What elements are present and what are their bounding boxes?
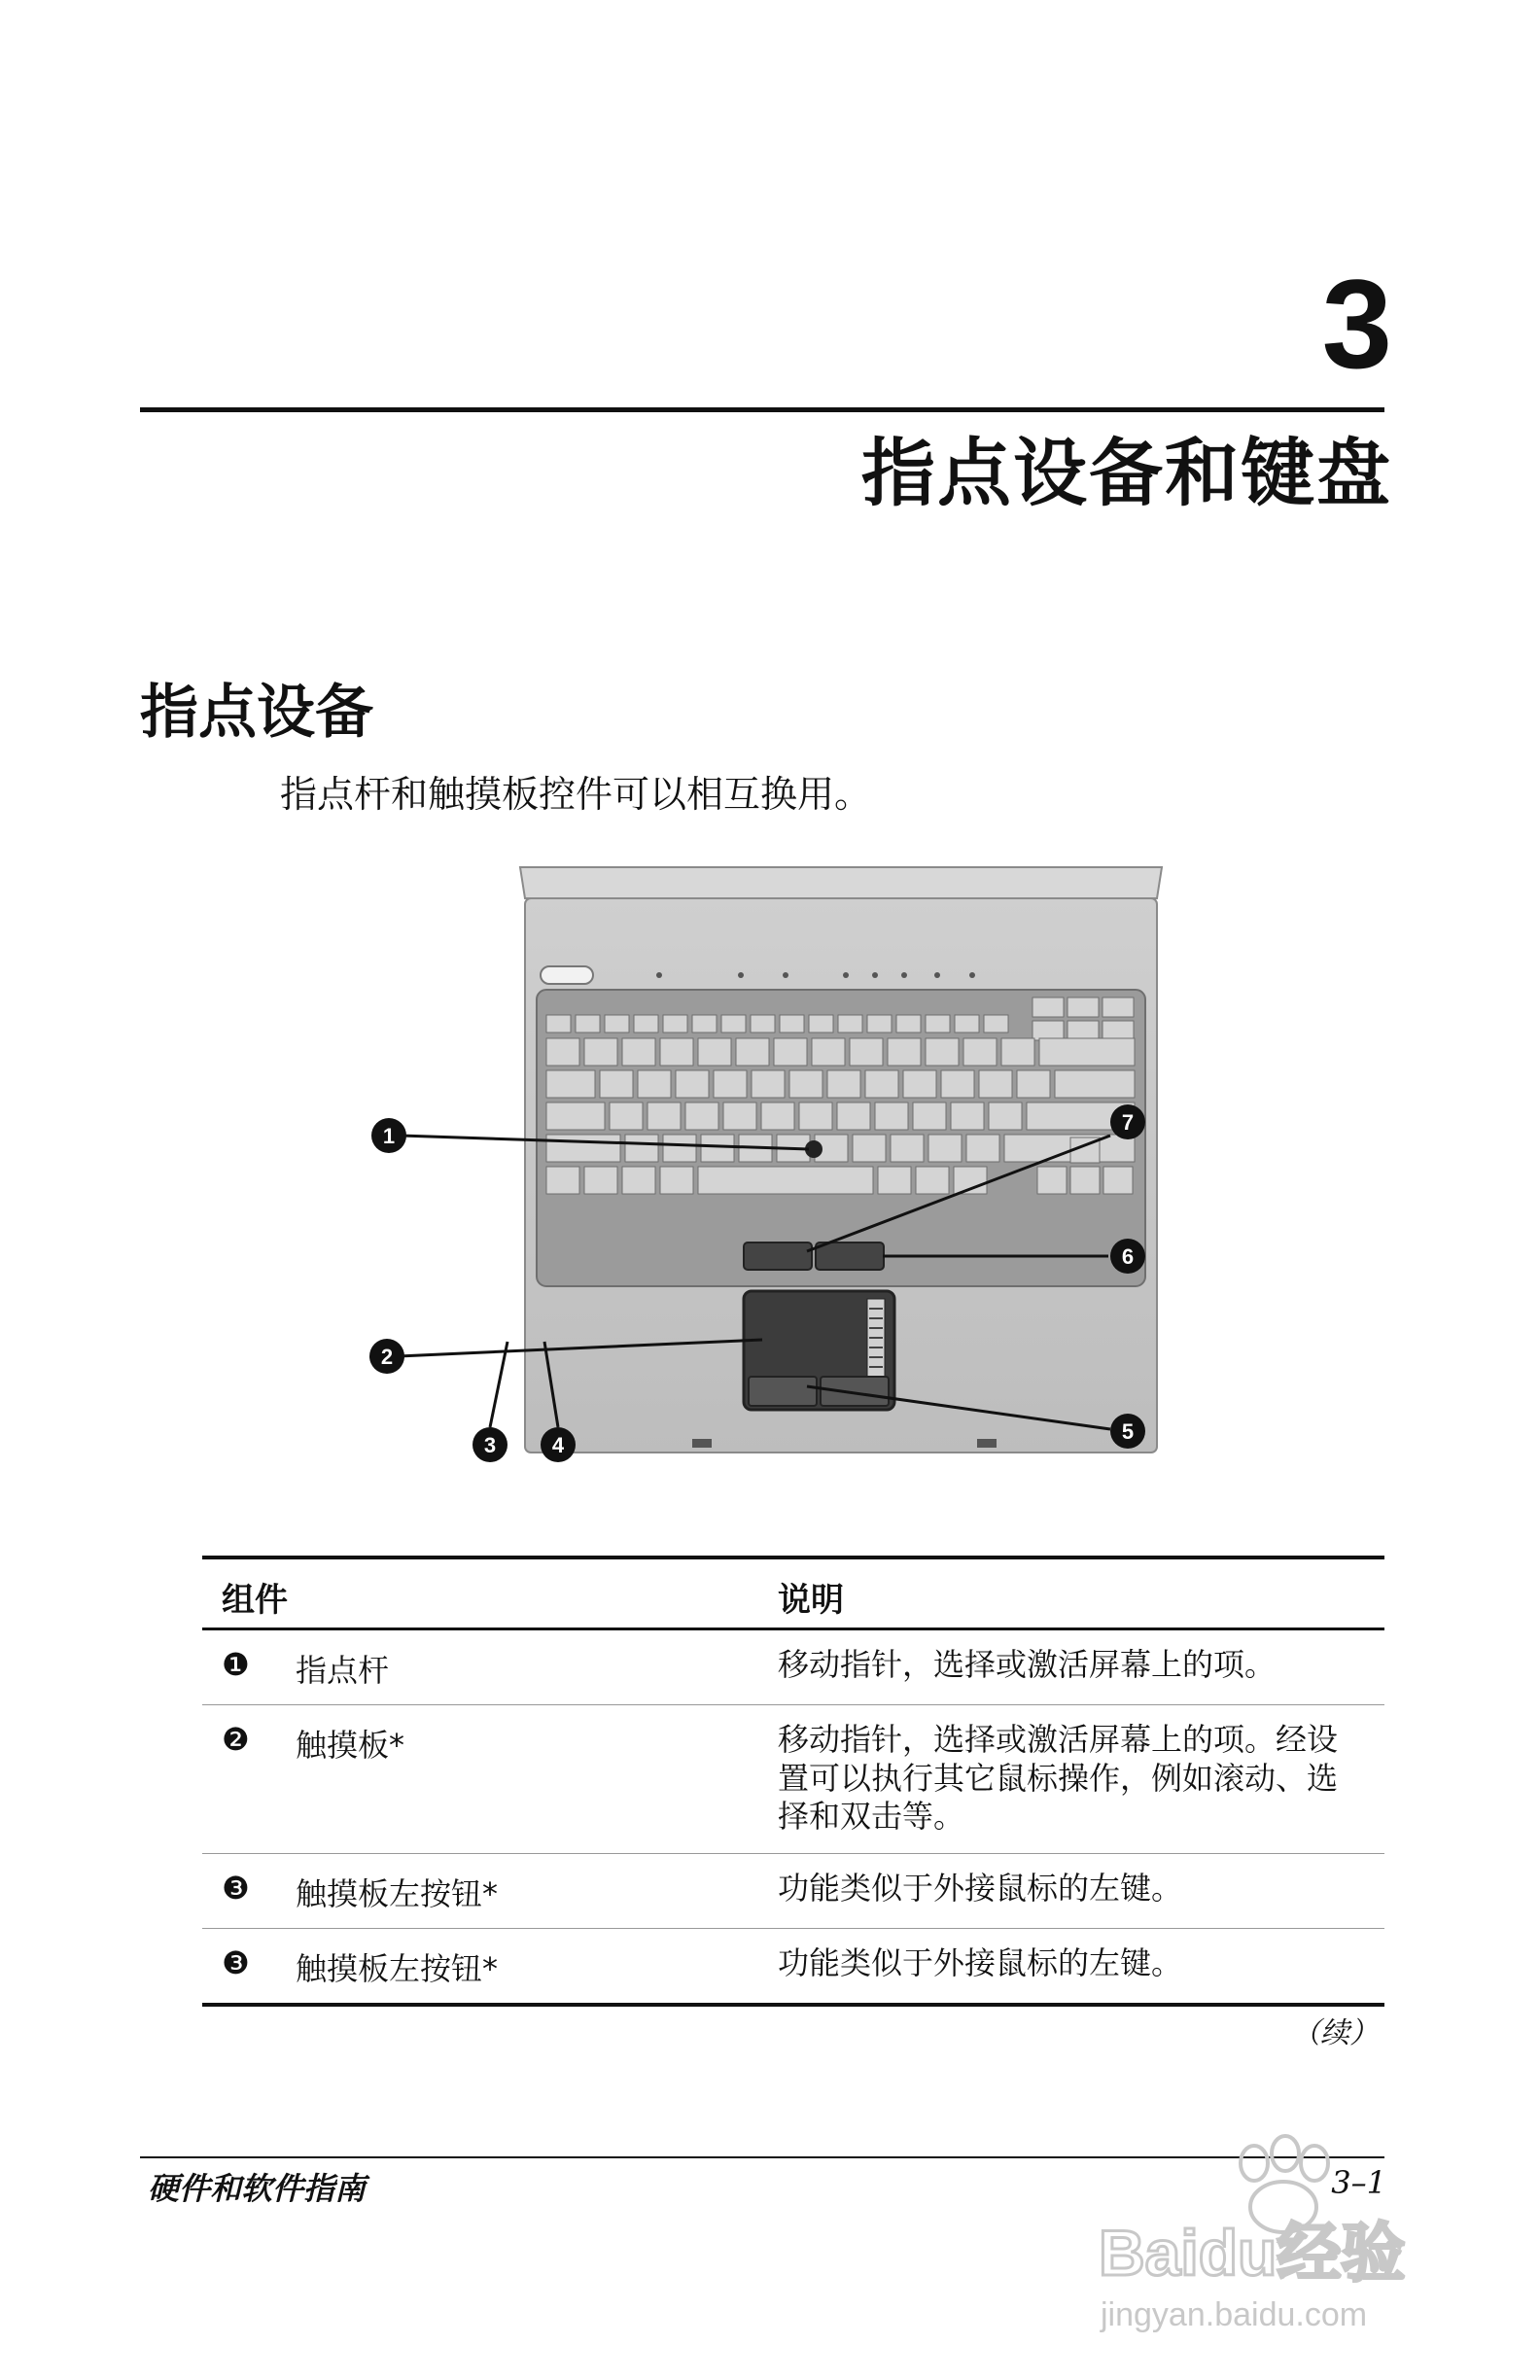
touchpad-left-button bbox=[749, 1377, 817, 1406]
callout-2-label: 2 bbox=[380, 1345, 394, 1369]
baidu-jingyan-watermark bbox=[1079, 2119, 1468, 2343]
row-component: 触摸板* bbox=[296, 1727, 405, 1764]
footer-book-title: 硬件和软件指南 bbox=[148, 2170, 367, 2207]
callout-1-label: 1 bbox=[382, 1124, 396, 1148]
pointing-stick-left-button bbox=[744, 1242, 812, 1270]
callout-6-label: 6 bbox=[1121, 1244, 1135, 1269]
callout-7-label: 7 bbox=[1121, 1110, 1135, 1135]
table-row bbox=[202, 1630, 1384, 1705]
touchpad-right-button bbox=[821, 1377, 889, 1406]
row-number: ❸ bbox=[222, 1870, 250, 1907]
components-table bbox=[202, 1556, 1384, 2007]
row-description: 移动指针，选择或激活屏幕上的项。 bbox=[778, 1646, 1277, 1683]
watermark-brand: Baidu经验 bbox=[1099, 2217, 1406, 2289]
callout-5-icon bbox=[1110, 1414, 1145, 1449]
callout-3-label: 3 bbox=[483, 1433, 497, 1457]
intro-paragraph: 指点杆和触摸板控件可以相互换用。 bbox=[280, 773, 872, 816]
row-number: ❶ bbox=[222, 1646, 250, 1683]
callout-4-label: 4 bbox=[551, 1433, 565, 1457]
row-description: 移动指针，选择或激活屏幕上的项。经设置可以执行其它鼠标操作，例如滚动、选择和双击等。 bbox=[778, 1721, 1339, 1836]
power-button-icon bbox=[541, 966, 593, 984]
latch-left bbox=[692, 1439, 712, 1448]
row-component: 触摸板左按钮* bbox=[296, 1875, 499, 1912]
callout-2-icon bbox=[369, 1339, 404, 1374]
chapter-title: 指点设备和键盘 bbox=[861, 430, 1392, 516]
callout-5-label: 5 bbox=[1121, 1419, 1135, 1444]
callout-4-icon bbox=[541, 1427, 576, 1462]
column-header-description: 说明 bbox=[778, 1581, 844, 1620]
table-row bbox=[202, 1929, 1384, 2003]
row-description: 功能类似于外接鼠标的左键。 bbox=[778, 1944, 1183, 1981]
continued-note: （续） bbox=[1291, 2016, 1379, 2050]
chapter-number: 3 bbox=[1321, 253, 1392, 395]
latch-right bbox=[977, 1439, 997, 1448]
column-header-component: 组件 bbox=[222, 1581, 288, 1620]
table-header bbox=[202, 1559, 1384, 1630]
row-number: ❸ bbox=[222, 1944, 250, 1981]
callout-6-icon bbox=[1110, 1239, 1145, 1274]
table-row bbox=[202, 1854, 1384, 1929]
row-component: 指点杆 bbox=[296, 1652, 390, 1689]
screen-hinge bbox=[520, 867, 1162, 898]
row-number: ❷ bbox=[222, 1721, 250, 1758]
row-description: 功能类似于外接鼠标的左键。 bbox=[778, 1870, 1183, 1907]
table-row bbox=[202, 1705, 1384, 1854]
footer-page-number: 3–1 bbox=[1331, 2164, 1386, 2201]
scroll-zone-lines bbox=[869, 1309, 883, 1367]
pointing-stick-right-button bbox=[816, 1242, 884, 1270]
row-component: 触摸板左按钮* bbox=[296, 1950, 499, 1987]
chapter-divider bbox=[140, 407, 1384, 412]
section-heading: 指点设备 bbox=[140, 679, 373, 747]
keyboard-touchpad-illustration bbox=[350, 856, 1283, 1497]
callout-7-icon bbox=[1110, 1104, 1145, 1139]
watermark-url: jingyan.baidu.com bbox=[1101, 2296, 1368, 2333]
callout-1-icon bbox=[371, 1118, 406, 1153]
callout-3-icon bbox=[472, 1427, 508, 1462]
